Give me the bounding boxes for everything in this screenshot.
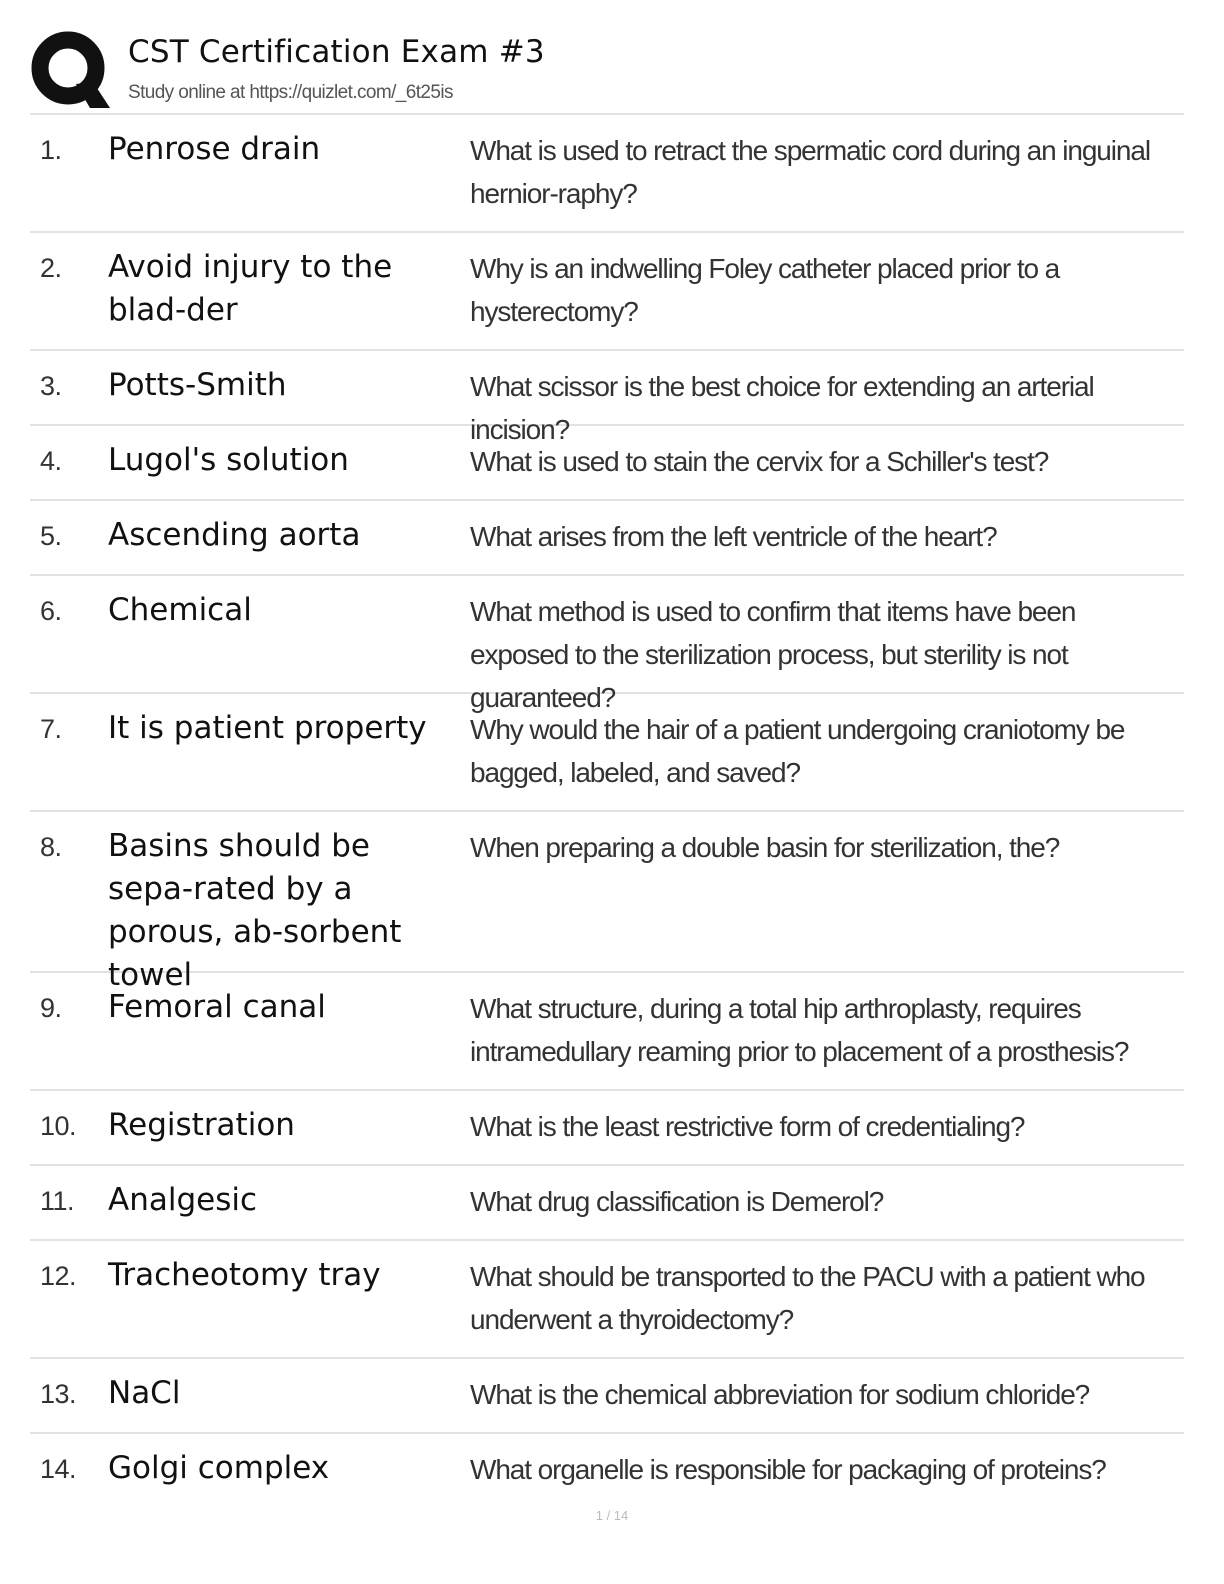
page-number: 1 / 14 — [595, 1508, 629, 1523]
flashcard-row — [30, 1091, 1184, 1166]
card-definition: What method is used to confirm that items have been exposed to the sterilization process, but sterility is not guaranteed? — [470, 596, 1076, 713]
quizlet-logo-icon — [30, 30, 112, 110]
card-term: Ascending aorta — [108, 517, 361, 553]
card-term: Tracheotomy tray — [108, 1257, 381, 1293]
card-definition: What is used to retract the spermatic cord during an inguinal hernior-raphy? — [470, 135, 1150, 209]
flashcard-row — [30, 694, 1184, 812]
card-number: 9. — [40, 993, 62, 1023]
card-definition: Why is an indwelling Foley catheter placed prior to a hysterectomy? — [470, 253, 1060, 327]
card-number: 5. — [40, 521, 62, 551]
card-term: Golgi complex — [108, 1450, 330, 1486]
card-definition: When preparing a double basin for sterilization, the? — [470, 832, 1060, 863]
card-definition: What scissor is the best choice for extending an arterial incision? — [470, 371, 1094, 445]
card-definition: What is the least restrictive form of credentialing? — [470, 1111, 1025, 1142]
card-definition: What should be transported to the PACU with a patient who underwent a thyroidectomy? — [470, 1261, 1145, 1335]
card-number: 10. — [40, 1111, 77, 1141]
card-number: 8. — [40, 832, 62, 862]
card-number: 2. — [40, 253, 62, 283]
card-number: 1. — [40, 135, 62, 165]
card-definition: What is the chemical abbreviation for sodium chloride? — [470, 1379, 1090, 1410]
card-number: 12. — [40, 1261, 77, 1291]
flashcard-row — [30, 576, 1184, 713]
card-definition: What organelle is responsible for packaging of proteins? — [470, 1454, 1106, 1485]
card-term: Basins should be sepa-rated by a porous, ab-sorbent towel — [108, 828, 402, 993]
flashcard-row — [30, 233, 1184, 351]
card-term: Avoid injury to the blad-der — [108, 249, 393, 328]
card-definition: What is used to stain the cervix for a Schiller's test? — [470, 446, 1049, 477]
card-number: 11. — [40, 1186, 75, 1216]
card-number: 6. — [40, 596, 62, 626]
card-number: 14. — [40, 1454, 77, 1484]
flashcard-row — [30, 1241, 1184, 1359]
flashcard-row — [30, 1434, 1184, 1509]
study-online-link[interactable]: Study online at https://quizlet.com/_6t25is — [128, 82, 453, 103]
card-number: 3. — [40, 371, 62, 401]
card-term: Penrose drain — [108, 131, 321, 167]
page-title: CST Certification Exam #3 — [128, 34, 545, 70]
card-term: It is patient property — [108, 710, 427, 746]
flashcard-row — [30, 1359, 1184, 1434]
flashcard-row — [30, 1166, 1184, 1241]
flashcard-row — [30, 812, 1184, 993]
card-term: Chemical — [108, 592, 252, 628]
flashcard-row — [30, 501, 1184, 576]
card-definition: Why would the hair of a patient undergoing craniotomy be bagged, labeled, and saved? — [470, 714, 1125, 788]
flashcard-row — [30, 351, 1184, 445]
card-definition: What drug classification is Demerol? — [470, 1186, 884, 1217]
flashcard-row — [30, 426, 1184, 501]
card-term: NaCl — [108, 1375, 181, 1411]
card-term: Femoral canal — [108, 989, 326, 1025]
flashcard-row — [30, 115, 1184, 233]
page-header — [30, 30, 1184, 114]
flashcard-list — [30, 115, 1184, 1509]
card-number: 13. — [40, 1379, 77, 1409]
flashcard-row — [30, 973, 1184, 1091]
card-definition: What arises from the left ventricle of the heart? — [470, 521, 997, 552]
card-term: Analgesic — [108, 1182, 258, 1218]
card-number: 7. — [40, 714, 62, 744]
card-term: Lugol's solution — [108, 442, 349, 478]
card-term: Registration — [108, 1107, 295, 1143]
card-number: 4. — [40, 446, 62, 476]
card-definition: What structure, during a total hip arthroplasty, requires intramedullary reaming prior to placement of a prosthesis? — [470, 993, 1129, 1067]
card-term: Potts-Smith — [108, 367, 287, 403]
